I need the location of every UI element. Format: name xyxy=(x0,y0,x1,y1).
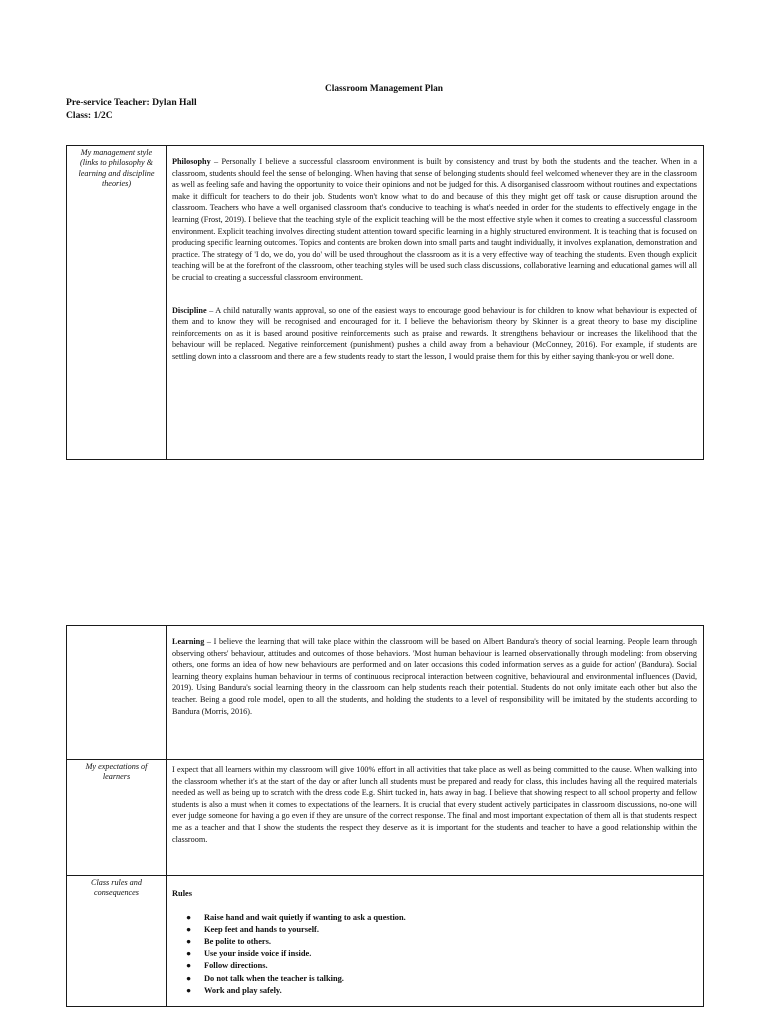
learning-expectations-table xyxy=(66,625,704,1007)
rules-content xyxy=(167,876,703,1006)
bullet-icon: ● xyxy=(186,973,192,983)
management-style-content xyxy=(167,146,703,459)
class-name: Class: 1/2C xyxy=(66,110,113,121)
management-style-row xyxy=(67,146,703,459)
rule-text: Work and play safely. xyxy=(204,985,282,995)
expectations-row xyxy=(67,759,703,875)
expectations-label: My expectations of learners xyxy=(67,760,167,875)
rule-item xyxy=(186,924,697,936)
rule-text: Be polite to others. xyxy=(204,937,271,946)
learning-label-cell xyxy=(67,626,167,759)
rule-item xyxy=(186,912,697,924)
bullet-icon: ● xyxy=(186,924,192,934)
document-title: Classroom Management Plan xyxy=(324,84,444,94)
rule-item xyxy=(186,948,697,960)
rule-text: Do not talk when the teacher is talking. xyxy=(204,973,344,983)
rule-item xyxy=(186,936,697,948)
teacher-name: Pre-service Teacher: Dylan Hall xyxy=(66,97,197,108)
bullet-icon: ● xyxy=(186,937,192,946)
philosophy-heading: Philosophy xyxy=(172,157,211,166)
rule-text: Follow directions. xyxy=(204,961,268,971)
rule-item xyxy=(186,985,697,997)
rule-text: Use your inside voice if inside. xyxy=(204,949,312,959)
discipline-text: – A child naturally wants approval, so one of the easiest ways to encourage good behaviour is for children to know what behaviour is expected of them and to know they will be recognised and encouraged for it. I believe the behaviorism theory by Skinner is a great theory to base my discipline reinforcements on as it is based around positive reinforcements such as praise and rewards. It strengthens behaviour or increases the likelihood that the behaviour will be replaced. Negative reinforcement (punishment) pushes a child away from a behaviour (McConney, 2016). For example, if students are settling down into a classroom and there are a few students ready to start the lesson, I would praise them for this by either saying thank-you or well done. xyxy=(172,305,697,361)
rule-item xyxy=(186,973,697,985)
rules-heading: Rules xyxy=(172,889,193,898)
management-style-table xyxy=(66,145,704,460)
rule-text: Keep feet and hands to yourself. xyxy=(204,924,319,934)
expectations-content xyxy=(167,760,703,875)
learning-text: – I believe the learning that will take place within the classroom will be based on Albert Bandura's theory of social learning. People learn through observing others' behaviour, attitudes and outcomes of those behaviors. 'Most human behaviour is learned observationally through modeling: from observing others, one forms an idea of how new behaviours are performed and on later occasions this coded information serves as a guide for action' (Bandura). Social learning theory explains human behaviour in terms of continuous reciprocal interaction between cognitive, behavioural and environmental influences (David, 2019). Using Bandura's social learning theory in the classroom can help students reach their potential. Students do not only imitate each other but also the teacher. Being a good role model, open to all the students, and holding the students to a level of responsibility will be imitated by the students according to Bandura (Morris, 2016). xyxy=(172,637,697,716)
management-style-label: My management style (links to philosophy & learning and discipline theories) xyxy=(67,146,167,459)
bullet-icon: ● xyxy=(186,949,192,959)
rules-row xyxy=(67,875,703,1006)
bullet-icon: ● xyxy=(186,985,192,995)
philosophy-paragraph xyxy=(172,156,697,284)
paragraph-gap xyxy=(172,284,697,305)
rule-text: Raise hand and wait quietly if wanting to ask a question. xyxy=(204,912,406,922)
philosophy-text: – Personally I believe a successful classroom environment is built by consistency and trust by both the students and the teacher. When in a classroom, students should feel the sense of belonging. When having that sense of belonging students should feel welcomed whenever they are in the classroom as well as feeling safe and having the opportunity to voice their opinions and not be judged for this. A disorganised classroom without routines and expectations make it difficult for teachers to do their job. Students won't know what to do and because of this they might get off task or cause disruption around the classroom. Teachers who have a well organised classroom that's conducive to teaching is what's needed in order for the students to effectively engage in the learning (Frost, 2019). I believe that the teaching style of the explicit teaching will be the most effective style when it comes to creating a successful classroom environment. Explicit teaching involves directing student attention toward specific learning in a highly structured environment. It is teaching that is focused on producing specific learning outcomes. Topics and contents are broken down into small parts and taught individually, it involves explanation, demonstration and practice. The strategy of 'I do, we do, you do' will be used throughout the classroom as it is a very effective way of teaching the students. Even though explicit teaching will be at the forefront of the classroom, other teaching styles will be used such class discussions, collaborative learning and educational games will all be crucial to creating a successful classroom environment. xyxy=(172,157,697,282)
expectations-text: I expect that all learners within my classroom will give 100% effort in all activities that take place as well as being committed to the cause. When walking into the classroom whether it's at the start of the day or after lunch all students must be prepared and ready for class, this includes having all the required materials needed as well as being up to scratch with the dress code E.g. Shirt tucked in, hats away in bag. I believe that showing respect to all school property and fellow students is also a must when it comes to expectations of the learners. It is crucial that every student actively participates in classroom discussions, no-one will ever judge someone for having a go even if they are unsure of the correct response. The final and most important expectation of them all is that students respect me as a teacher and that I show the students the respect they deserve as it is important for the students and teacher to have a good relationship within the classroom. xyxy=(172,765,697,844)
rules-label: Class rules and consequences xyxy=(67,876,167,1006)
learning-row xyxy=(67,626,703,759)
rules-list xyxy=(172,912,697,997)
learning-paragraph xyxy=(172,636,697,717)
bullet-icon: ● xyxy=(186,912,192,922)
discipline-heading: Discipline xyxy=(172,305,207,315)
bullet-icon: ● xyxy=(186,961,192,971)
learning-content xyxy=(167,626,703,759)
learning-heading: Learning xyxy=(172,637,205,646)
discipline-paragraph xyxy=(172,305,697,363)
rule-item xyxy=(186,960,697,972)
